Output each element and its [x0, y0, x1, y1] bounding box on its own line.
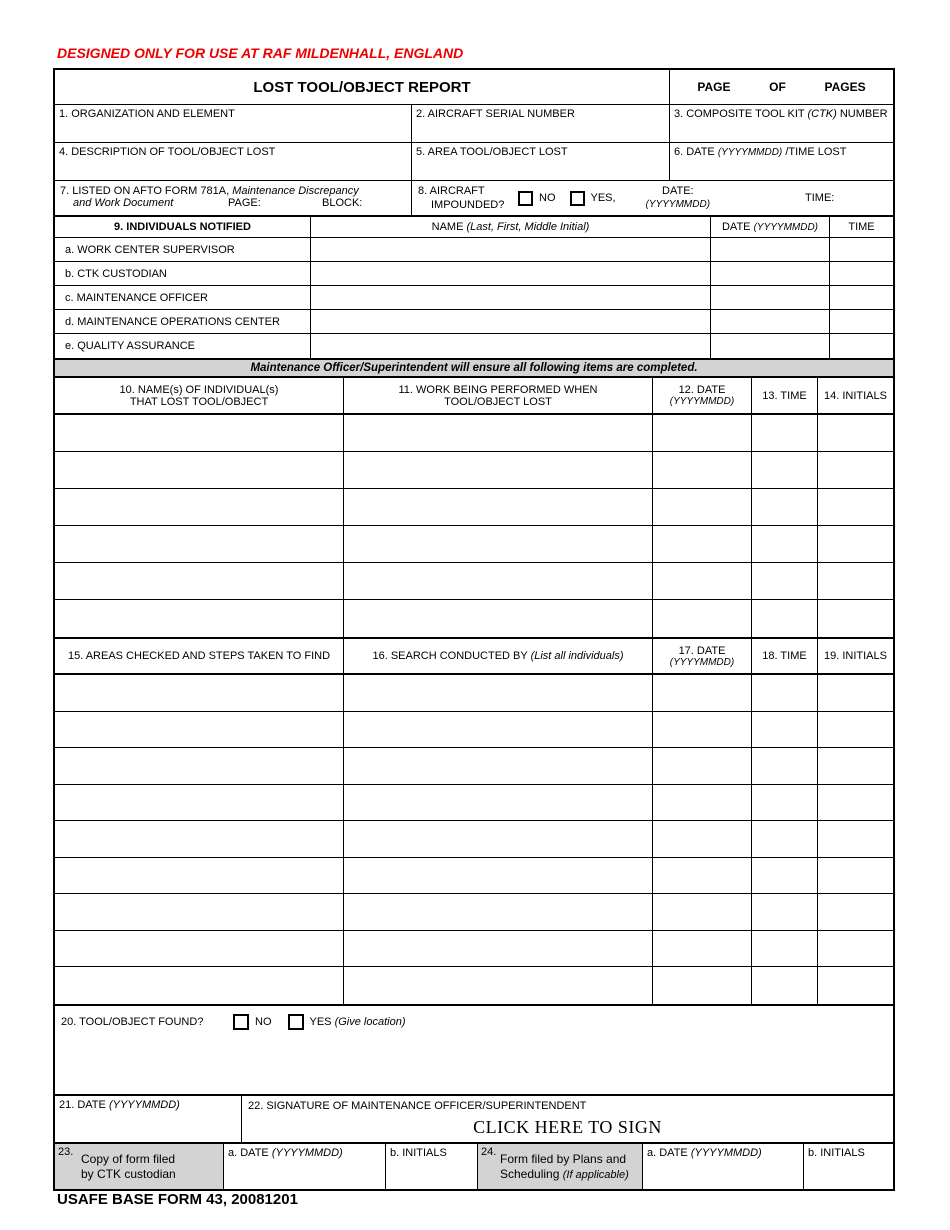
date-cell[interactable] — [653, 894, 752, 930]
area-lost-field[interactable] — [412, 143, 670, 180]
time-cell[interactable] — [752, 563, 818, 599]
qa-date-cell[interactable] — [711, 334, 830, 358]
lost-tool-object-report-form — [53, 68, 895, 1191]
date-21-field[interactable] — [55, 1096, 242, 1142]
form-title: LOST TOOL/OBJECT REPORT — [253, 78, 471, 96]
table-row — [55, 858, 893, 895]
table-row — [55, 931, 893, 968]
pages-label: PAGES — [824, 80, 866, 94]
signature-22-field — [242, 1096, 893, 1142]
initials-cell[interactable] — [818, 489, 893, 525]
areas-checked-cell[interactable] — [55, 894, 344, 930]
quality-assurance-label: e. QUALITY ASSURANCE — [65, 340, 196, 352]
date-cell[interactable] — [653, 600, 752, 637]
initials-cell[interactable] — [818, 748, 893, 784]
search-conducted-cell[interactable] — [344, 931, 653, 967]
areas-checked-cell[interactable] — [55, 967, 344, 1004]
areas-checked-cell[interactable] — [55, 931, 344, 967]
ctk-filing-date-label: a. DATE (YYYYMMDD) — [228, 1146, 343, 1159]
date-cell[interactable] — [653, 748, 752, 784]
search-conducted-cell[interactable] — [344, 821, 653, 857]
areas-checked-cell[interactable] — [55, 675, 344, 711]
time-cell[interactable] — [752, 894, 818, 930]
individuals-notified-title: 9. INDIVIDUALS NOTIFIED — [55, 217, 311, 237]
table-row — [55, 894, 893, 931]
date-time-lost-label: 6. DATE (YYYYMMDD) /TIME LOST — [674, 146, 847, 158]
date-cell[interactable] — [653, 785, 752, 821]
search-table-header — [55, 637, 893, 675]
table-row — [55, 600, 893, 637]
supervisor-time-cell[interactable] — [830, 238, 893, 261]
found-yes-checkbox[interactable] — [288, 1014, 304, 1030]
lost-by-table-header — [55, 378, 893, 415]
aircraft-serial-field[interactable] — [412, 105, 670, 142]
qa-name-cell[interactable] — [311, 334, 711, 358]
individual-name-cell[interactable] — [55, 526, 344, 562]
individual-name-cell[interactable] — [55, 415, 344, 451]
custodian-time-cell[interactable] — [830, 262, 893, 285]
moc-time-cell[interactable] — [830, 310, 893, 333]
time-cell[interactable] — [752, 821, 818, 857]
time-cell[interactable] — [752, 489, 818, 525]
date-cell[interactable] — [653, 675, 752, 711]
impounded-yes-checkbox[interactable] — [570, 191, 585, 206]
afto-781a-label: 7. LISTED ON AFTO FORM 781A, Maintenance Discrepancy — [60, 185, 359, 197]
area-lost-label: 5. AREA TOOL/OBJECT LOST — [416, 146, 568, 158]
areas-checked-cell[interactable] — [55, 785, 344, 821]
organization-element-field[interactable] — [55, 105, 412, 142]
initials-cell[interactable] — [818, 675, 893, 711]
form-number: USAFE BASE FORM 43, 20081201 — [57, 1191, 298, 1208]
plans-filing-label: Form filed by Plans and Scheduling (If applicable) — [500, 1151, 629, 1182]
initials-cell[interactable] — [818, 931, 893, 967]
individual-name-cell[interactable] — [55, 452, 344, 488]
aircraft-impounded-label: 8. AIRCRAFT IMPOUNDED? — [418, 184, 505, 211]
areas-checked-cell[interactable] — [55, 821, 344, 857]
work-performed-cell[interactable] — [344, 563, 653, 599]
ctk-custodian-label: b. CTK CUSTODIAN — [65, 267, 167, 280]
form-title-cell — [55, 70, 670, 104]
work-performed-cell[interactable] — [344, 526, 653, 562]
plans-filing-initials-field[interactable] — [804, 1144, 893, 1189]
maintenance-officer-label: c. MAINTENANCE OFFICER — [65, 291, 209, 304]
initials-cell[interactable] — [818, 712, 893, 748]
restriction-notice: DESIGNED ONLY FOR USE AT RAF MILDENHALL, ENGLAND — [57, 45, 464, 61]
custodian-name-cell[interactable] — [311, 262, 711, 285]
officer-time-cell[interactable] — [830, 286, 893, 309]
ctk-number-field[interactable] — [670, 105, 893, 142]
col12-header: 12. DATE (YYYYMMDD) — [653, 378, 752, 413]
col10-header: 10. NAME(s) OF INDIVIDUAL(s) THAT LOST TOOL/OBJECT — [55, 378, 344, 413]
officer-name-cell[interactable] — [311, 286, 711, 309]
initials-cell[interactable] — [818, 894, 893, 930]
plans-filing-date-field[interactable] — [643, 1144, 804, 1189]
impounded-yes-label: YES, — [590, 192, 616, 204]
col17-header: 17. DATE (YYYYMMDD) — [653, 639, 752, 673]
date-cell[interactable] — [653, 931, 752, 967]
tool-found-row — [55, 1004, 893, 1096]
initials-cell[interactable] — [818, 785, 893, 821]
table-row — [55, 967, 893, 1004]
fields-7-8-row — [55, 181, 893, 217]
search-conducted-cell[interactable] — [344, 785, 653, 821]
table-row — [55, 310, 893, 334]
afto-781a-label-2: and Work Document — [73, 197, 174, 209]
date-cell[interactable] — [653, 967, 752, 1004]
initials-cell[interactable] — [818, 526, 893, 562]
table-row — [55, 785, 893, 822]
search-conducted-cell[interactable] — [344, 675, 653, 711]
found-no-label: NO — [255, 1015, 272, 1028]
date-cell[interactable] — [653, 415, 752, 451]
custodian-date-cell[interactable] — [711, 262, 830, 285]
time-cell[interactable] — [752, 600, 818, 637]
table-row — [55, 286, 893, 310]
date-cell[interactable] — [653, 563, 752, 599]
date-cell[interactable] — [653, 489, 752, 525]
fields-1-3-row — [55, 105, 893, 143]
date-signature-row — [55, 1096, 893, 1144]
block-field-label: BLOCK: — [322, 197, 363, 209]
initials-cell[interactable] — [818, 600, 893, 637]
found-yes-label: YES (Give location) — [309, 1015, 406, 1028]
date-cell[interactable] — [653, 452, 752, 488]
time-cell[interactable] — [752, 526, 818, 562]
table-row — [55, 712, 893, 749]
col18-header: 18. TIME — [752, 639, 818, 673]
date-cell[interactable] — [653, 526, 752, 562]
col15-header: 15. AREAS CHECKED AND STEPS TAKEN TO FIND — [55, 639, 344, 673]
afto-781a-field[interactable] — [55, 181, 412, 215]
maintenance-officer-banner: Maintenance Officer/Superintendent will ensure all following items are completed. — [55, 358, 893, 378]
title-row — [55, 70, 893, 105]
col19-header: 19. INITIALS — [824, 650, 887, 662]
impounded-date-field[interactable]: DATE: (YYYYMMDD) — [645, 185, 711, 210]
search-conducted-cell[interactable] — [344, 967, 653, 1004]
areas-checked-cell[interactable] — [55, 712, 344, 748]
moc-date-cell[interactable] — [711, 310, 830, 333]
table-row — [55, 489, 893, 526]
search-conducted-cell[interactable] — [344, 894, 653, 930]
table-row — [55, 526, 893, 563]
of-label: OF — [769, 80, 786, 94]
time-cell[interactable] — [752, 858, 818, 894]
found-no-checkbox[interactable] — [233, 1014, 249, 1030]
click-here-to-sign-button[interactable]: CLICK HERE TO SIGN — [473, 1116, 662, 1137]
initials-cell[interactable] — [818, 415, 893, 451]
table-row — [55, 334, 893, 358]
table-row — [55, 675, 893, 712]
lost-by-table-rows — [55, 415, 893, 637]
work-performed-cell[interactable] — [344, 415, 653, 451]
date-time-lost-field[interactable] — [670, 143, 893, 180]
maintenance-operations-center-label: d. MAINTENANCE OPERATIONS CENTER — [65, 315, 280, 328]
ctk-filing-label-cell — [55, 1144, 224, 1189]
ctk-filing-label: Copy of form filed by CTK custodian — [81, 1151, 176, 1182]
table-row — [55, 452, 893, 489]
ctk-filing-initials-label: b. INITIALS — [390, 1146, 447, 1159]
col11-header: 11. WORK BEING PERFORMED WHEN TOOL/OBJECT LOST — [344, 378, 653, 413]
time-cell[interactable] — [752, 452, 818, 488]
initials-cell[interactable] — [818, 821, 893, 857]
table-row — [55, 748, 893, 785]
table-row — [55, 262, 893, 286]
page-of-pages-cell[interactable] — [670, 70, 893, 104]
tool-found-field[interactable] — [55, 1006, 893, 1094]
page-field-label: PAGE: — [228, 197, 261, 209]
impounded-time-field[interactable]: TIME: — [805, 192, 835, 204]
initials-cell[interactable] — [818, 858, 893, 894]
supervisor-name-cell[interactable] — [311, 238, 711, 261]
areas-checked-cell[interactable] — [55, 748, 344, 784]
work-performed-cell[interactable] — [344, 600, 653, 637]
fields-4-6-row — [55, 143, 893, 181]
tool-found-label: 20. TOOL/OBJECT FOUND? — [61, 1015, 204, 1028]
ctk-filing-date-field[interactable] — [224, 1144, 386, 1189]
initials-cell[interactable] — [818, 452, 893, 488]
ctk-number-label: 3. COMPOSITE TOOL KIT (CTK) NUMBER — [674, 108, 888, 120]
table-row — [55, 821, 893, 858]
areas-checked-cell[interactable] — [55, 858, 344, 894]
moc-name-cell[interactable] — [311, 310, 711, 333]
time-column-header: TIME — [848, 221, 875, 233]
qa-time-cell[interactable] — [830, 334, 893, 358]
table-row — [55, 563, 893, 600]
description-label: 4. DESCRIPTION OF TOOL/OBJECT LOST — [59, 146, 276, 158]
time-cell[interactable] — [752, 712, 818, 748]
col16-header: 16. SEARCH CONDUCTED BY (List all individuals) — [344, 639, 653, 673]
description-field[interactable] — [55, 143, 412, 180]
supervisor-date-cell[interactable] — [711, 238, 830, 261]
col14-header: 14. INITIALS — [824, 389, 887, 402]
date-21-label: 21. DATE (YYYYMMDD) — [59, 1098, 180, 1111]
plans-filing-date-label: a. DATE (YYYYMMDD) — [647, 1146, 762, 1159]
filing-row — [55, 1144, 893, 1189]
impounded-no-checkbox[interactable] — [518, 191, 533, 206]
item-23-number: 23. — [58, 1145, 74, 1158]
date-cell[interactable] — [653, 712, 752, 748]
page-label: PAGE — [697, 80, 731, 94]
item-24-number: 24. — [481, 1145, 497, 1158]
time-cell[interactable] — [752, 967, 818, 1004]
search-conducted-cell[interactable] — [344, 748, 653, 784]
officer-date-cell[interactable] — [711, 286, 830, 309]
time-cell[interactable] — [752, 931, 818, 967]
table-row — [55, 415, 893, 452]
individuals-notified-rows — [55, 238, 893, 358]
search-conducted-cell[interactable] — [344, 858, 653, 894]
date-cell[interactable] — [653, 858, 752, 894]
table-row — [55, 238, 893, 262]
date-cell[interactable] — [653, 821, 752, 857]
time-cell[interactable] — [752, 675, 818, 711]
date-column-header: DATE (YYYYMMDD) — [711, 217, 830, 237]
time-cell[interactable] — [752, 415, 818, 451]
time-cell[interactable] — [752, 785, 818, 821]
name-column-header: NAME (Last, First, Middle Initial) — [311, 217, 711, 237]
work-performed-cell[interactable] — [344, 452, 653, 488]
impounded-no-label: NO — [539, 192, 556, 204]
search-table-rows — [55, 675, 893, 1004]
work-performed-cell[interactable] — [344, 489, 653, 525]
individual-name-cell[interactable] — [55, 489, 344, 525]
plans-filing-label-cell — [478, 1144, 643, 1189]
initials-cell[interactable] — [818, 967, 893, 1004]
search-conducted-cell[interactable] — [344, 712, 653, 748]
individuals-notified-header — [55, 217, 893, 238]
organization-element-label: 1. ORGANIZATION AND ELEMENT — [59, 108, 235, 120]
time-cell[interactable] — [752, 748, 818, 784]
initials-cell[interactable] — [818, 563, 893, 599]
col13-header: 13. TIME — [752, 378, 818, 413]
aircraft-serial-label: 2. AIRCRAFT SERIAL NUMBER — [416, 108, 575, 120]
ctk-filing-initials-field[interactable] — [386, 1144, 478, 1189]
work-center-supervisor-label: a. WORK CENTER SUPERVISOR — [65, 243, 235, 256]
aircraft-impounded-field — [412, 181, 893, 215]
plans-filing-initials-label: b. INITIALS — [808, 1146, 865, 1159]
individual-name-cell[interactable] — [55, 563, 344, 599]
individual-name-cell[interactable] — [55, 600, 344, 637]
signature-22-label: 22. SIGNATURE OF MAINTENANCE OFFICER/SUPERINTENDENT — [248, 1099, 587, 1112]
